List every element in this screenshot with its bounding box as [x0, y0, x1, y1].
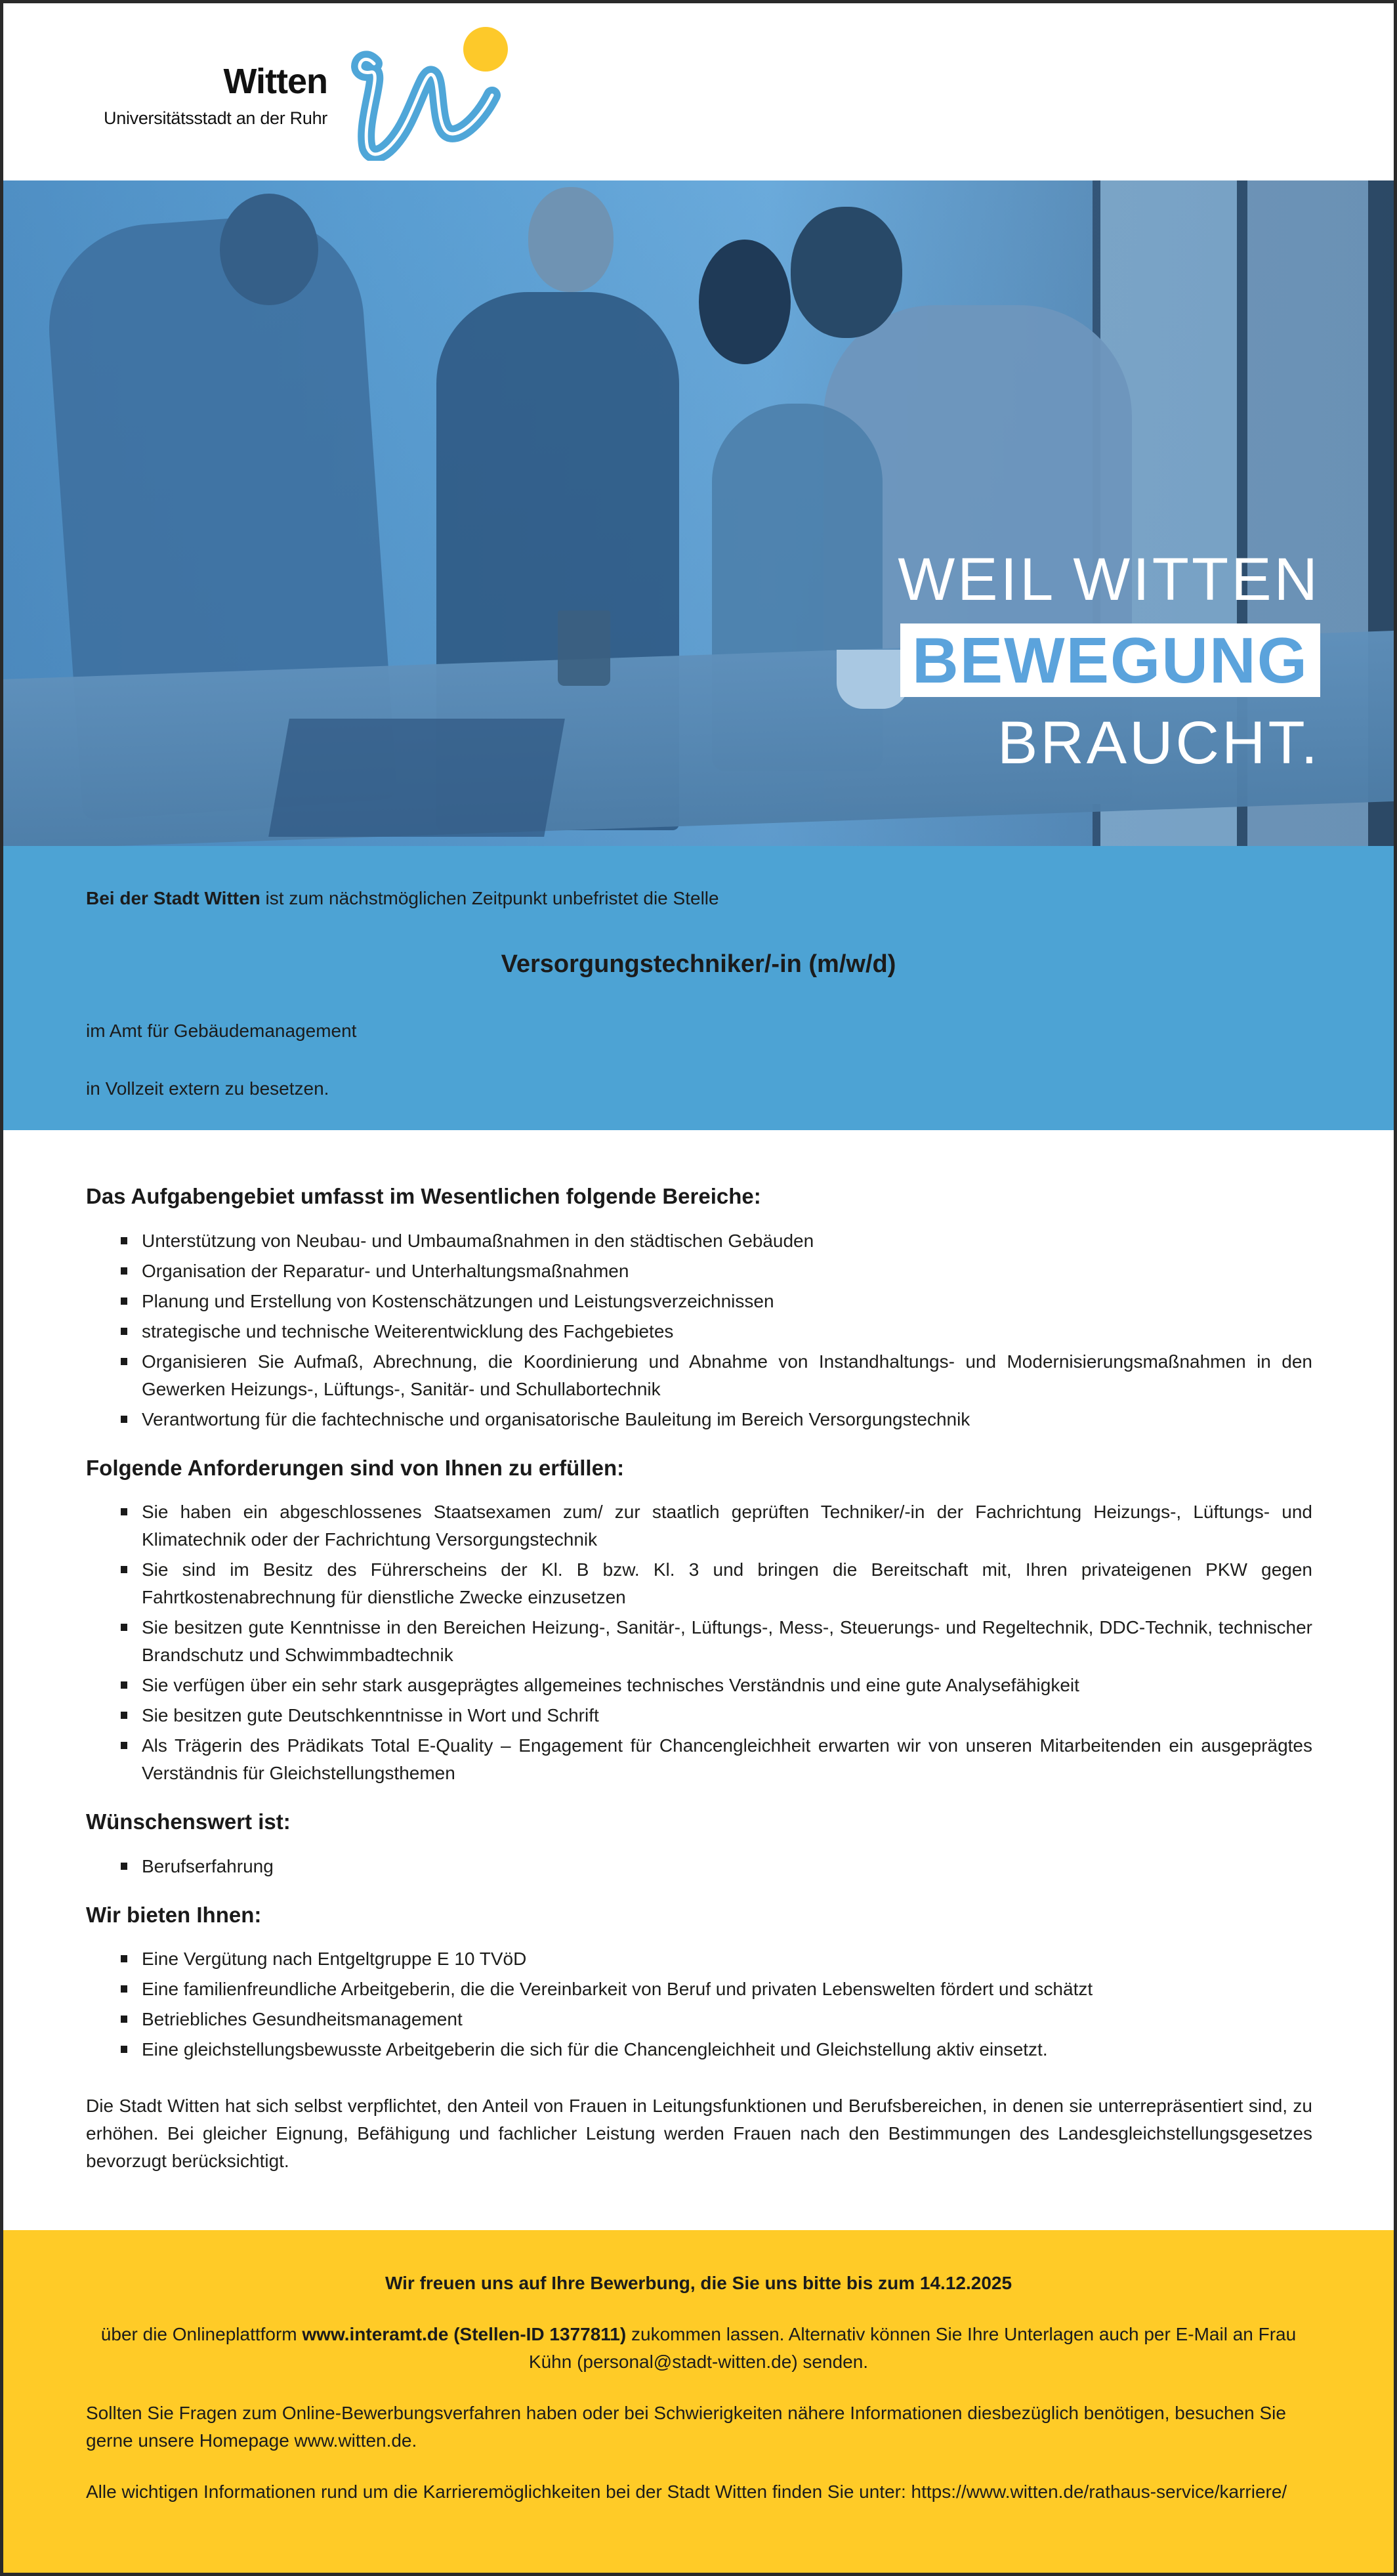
application-deadline: Wir freuen uns auf Ihre Bewerbung, die Sie uns bitte bis zum 14.12.2025: [385, 2273, 1012, 2293]
employment-type: in Vollzeit extern zu besetzen.: [86, 1078, 329, 1099]
intro-lead: [86, 887, 1311, 910]
list-item: Unterstützung von Neubau- und Umbaumaßnahmen in den städtischen Gebäuden: [86, 1227, 1312, 1255]
list-item: Eine gleichstellungsbewusste Arbeitgeberin die sich für die Chancengleichheit und Gleichstellung aktiv einsetzt.: [86, 2036, 1312, 2063]
list-item: Sie verfügen über ein sehr stark ausgeprägtes allgemeines technisches Verständnis und eine gute Analysefähigkeit: [86, 1672, 1312, 1699]
intro-lead-bold: Bei der Stadt Witten: [86, 888, 261, 908]
list-item: Organisieren Sie Aufmaß, Abrechnung, die Koordinierung und Abnahme von Instandhaltungs- und Modernisierungsmaßnahmen in den Gewerken Heizungs-, Lüftungs-, Sanitär- und Schullabortechnik: [86, 1348, 1312, 1403]
glass: [558, 610, 610, 686]
equality-statement: Die Stadt Witten hat sich selbst verpflichtet, den Anteil von Frauen in Leitungsfunktionen und Berufsbereichen, in denen sie unterrepräsentiert sind, zu erhöhen. Bei gleicher Eignung, Befähigung und fachlicher Leistung werden Frauen nach den Bestimmungen des Landesgleichstellungsgesetzes bevorzugt berücksichtigt.: [86, 2096, 1312, 2171]
slogan-line-1: WEIL WITTEN: [898, 546, 1320, 613]
logo-text: [104, 64, 327, 129]
witten-wave-logo-icon: [348, 23, 512, 161]
department: im Amt für Gebäudemanagement: [86, 1020, 357, 1041]
requirements-heading: Folgende Anforderungen sind von Ihnen zu erfüllen:: [86, 1455, 625, 1480]
application-footer: [3, 2230, 1394, 2575]
person-4-head: [791, 207, 902, 338]
main-content: [3, 1130, 1394, 2230]
desirable-list: [86, 1853, 1312, 1880]
desirable-heading: Wünschenswert ist:: [86, 1809, 291, 1834]
list-item: Verantwortung für die fachtechnische und organisatorische Bauleitung im Bereich Versorgungstechnik: [86, 1406, 1312, 1433]
offers-heading: Wir bieten Ihnen:: [86, 1902, 262, 1927]
logo-title: Witten: [223, 62, 327, 101]
list-item: Sie haben ein abgeschlossenes Staatsexamen zum/ zur staatlich geprüften Techniker/-in der Fachrichtung Heizungs-, Lüftungs- und Klimatechnik oder der Fachrichtung Versorgungstechnik: [86, 1498, 1312, 1553]
intro-lead-rest: ist zum nächstmöglichen Zeitpunkt unbefristet die Stelle: [260, 888, 719, 908]
person-3-head: [699, 240, 791, 364]
laptop: [268, 719, 565, 837]
offers-list: [86, 1945, 1312, 2063]
tasks-heading: Das Aufgabengebiet umfasst im Wesentlichen folgende Bereiche:: [86, 1184, 761, 1208]
hero-image: [3, 180, 1394, 846]
apply-prefix: über die Onlineplattform: [100, 2324, 302, 2344]
header: [3, 3, 1394, 180]
slogan: [898, 548, 1320, 775]
list-item: Betriebliches Gesundheitsmanagement: [86, 2006, 1312, 2033]
career-info: Alle wichtigen Informationen rund um die Karrieremöglichkeiten bei der Stadt Witten finden Sie unter: https://www.witten.de/rathaus-service/karriere/: [86, 2481, 1287, 2502]
list-item: Eine familienfreundliche Arbeitgeberin, die die Vereinbarkeit von Beruf und privaten Lebenswelten fördert und schätzt: [86, 1975, 1312, 2003]
list-item: Planung und Erstellung von Kostenschätzungen und Leistungsverzeichnissen: [86, 1288, 1312, 1315]
list-item: Organisation der Reparatur- und Unterhaltungsmaßnahmen: [86, 1257, 1312, 1285]
list-item: Sie sind im Besitz des Führerscheins der Kl. B bzw. Kl. 3 und bringen die Bereitschaft mit, Ihren privateigenen PKW gegen Fahrtkostenabrechnung für dienstliche Zwecke einzusetzen: [86, 1556, 1312, 1611]
list-item: strategische und technische Weiterentwicklung des Fachgebietes: [86, 1318, 1312, 1345]
slogan-line-3: BRAUCHT.: [997, 709, 1320, 777]
slogan-line-2-highlight: BEWEGUNG: [900, 623, 1320, 698]
list-item: Sie besitzen gute Deutschkenntnisse in Wort und Schrift: [86, 1702, 1312, 1729]
list-item: Als Trägerin des Prädikats Total E-Quality – Engagement für Chancengleichheit erwarten wir von unseren Mitarbeitenden ein ausgeprägtes Verständnis für Gleichstellungsthemen: [86, 1732, 1312, 1787]
tasks-list: [86, 1227, 1312, 1433]
interamt-link[interactable]: www.interamt.de (Stellen-ID 1377811): [302, 2324, 627, 2344]
list-item: Berufserfahrung: [86, 1853, 1312, 1880]
intro-band: [3, 846, 1394, 1130]
requirements-list: [86, 1498, 1312, 1787]
questions-info: Sollten Sie Fragen zum Online-Bewerbungsverfahren haben oder bei Schwierigkeiten nähere Informationen diesbezüglich benötigen, besuchen Sie gerne unsere Homepage www.witten.de.: [86, 2403, 1286, 2451]
list-item: Sie besitzen gute Kenntnisse in den Bereichen Heizung-, Sanitär-, Lüftungs-, Mess-, Steuerungs- und Regeltechnik, DDC-Technik, technischer Brandschutz und Schwimmbadtechnik: [86, 1614, 1312, 1669]
application-instructions: [86, 2321, 1311, 2376]
person-1-head: [220, 194, 318, 305]
list-item: Eine Vergütung nach Entgeltgruppe E 10 TVöD: [86, 1945, 1312, 1973]
logo-subtitle: Universitätsstadt an der Ruhr: [104, 108, 327, 128]
job-title: Versorgungstechniker/-in (m/w/d): [501, 950, 896, 979]
apply-suffix: zukommen lassen. Alternativ können Sie Ihre Unterlagen auch per E-Mail an Frau Kühn (personal@stadt-witten.de) senden.: [528, 2324, 1297, 2372]
person-2-head: [528, 187, 614, 292]
